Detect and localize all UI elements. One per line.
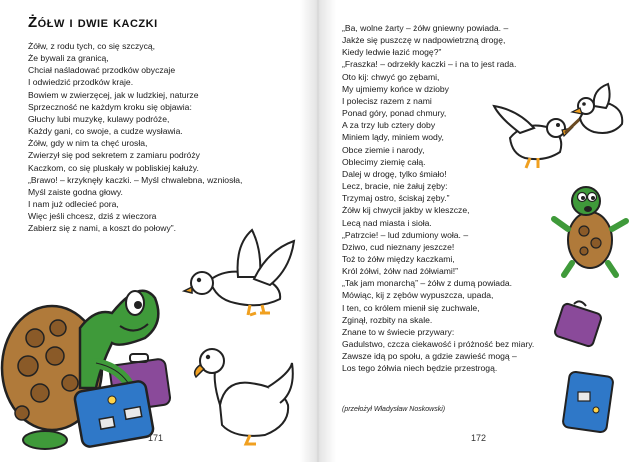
verse-line: Lecz, bracie, nie żałuj zęby:	[342, 181, 448, 192]
verse-line: Bowiem w zwierzęcej, jak w ludzkiej, naturze	[28, 89, 199, 100]
book-gutter-shadow	[300, 0, 336, 462]
verse-line: Mówiąc, kij z zębów wypuszcza, upada,	[342, 290, 494, 301]
verse-line: Myśl zaiste godna głowy.	[28, 186, 123, 197]
verse-line: „Tak jam monarchą” – żółw z dumą powiada.	[342, 278, 513, 289]
verse-line: Żółw, z rodu tych, co się szczycą,	[28, 41, 156, 51]
verse-line: Dalej w drogę, tylko śmiało!	[342, 168, 447, 179]
verse-line: Los tego żółwia niech będzie przestrogą.	[342, 363, 498, 374]
flying-duck-right	[572, 84, 622, 133]
verse-line: Żółw kij chwycił jakby w kleszcze,	[342, 205, 470, 216]
sitting-duck-illustration	[190, 345, 300, 445]
right-verse	[342, 22, 534, 375]
verse-line: Dziwo, cud nieznany jeszcze!	[342, 241, 455, 252]
turtle-with-suitcases-illustration	[0, 268, 190, 458]
verse-line: A za trzy lub cztery doby	[342, 120, 436, 131]
verse-line: My ujmiemy końce w dzioby	[342, 83, 449, 94]
verse-line: Znane to w świecie przywary:	[342, 326, 455, 337]
verse-line: Zginął, rozbity na skale.	[342, 314, 433, 325]
verse-line: Zawsze idą po społu, a gdzie zawieść mogą –	[342, 351, 517, 362]
verse-line: Jakże się puszczę w nadpowietrzną drogę,	[342, 35, 506, 46]
verse-line: I ten, co królem mienił się zuchwale,	[342, 302, 480, 313]
flying-duck-left	[494, 106, 572, 168]
ducks-carrying-stick-illustration	[490, 88, 630, 180]
verse-line: Kiedy ledwie łazić mogę?”	[342, 47, 442, 58]
right-page	[318, 0, 635, 462]
verse-line: Więc jeśli chcesz, dziś z wieczora	[28, 211, 157, 222]
verse-line: Zwierzył się pod sekretem z zamiaru podróży	[28, 150, 200, 161]
verse-line: Głuchy lubi muzykę, kulawy podróże,	[28, 113, 170, 124]
falling-turtle-illustration	[550, 185, 630, 280]
falling-suitcases-illustration	[546, 300, 626, 450]
verse-line: „Ba, wolne żarty – żółw gniewny powiada. –	[342, 23, 509, 33]
verse-line: Każdy gani, co swoje, a cudze wysławia.	[28, 126, 183, 137]
verse-line: Obce ziemie i narody,	[342, 144, 425, 155]
page-number-left: 171	[148, 433, 164, 443]
verse-line: „Patrzcie! – lud zdumiony woła. –	[342, 229, 469, 240]
verse-line: Sprzeczność ne każdym kroku się objawia:	[28, 101, 192, 112]
verse-line: Zabierz się z nami, a koszt do połowy”.	[28, 223, 177, 234]
verse-line: Kaczkom, co się pluskały w pobliskiej kałuży.	[28, 162, 199, 173]
left-verse	[28, 40, 242, 235]
verse-line: Trzymaj ostro, ściskaj zęby.”	[342, 193, 450, 204]
poem-title: Żółw i dwie kaczki	[28, 14, 158, 31]
translator-credit: (przełożył Władysław Noskowski)	[342, 406, 446, 413]
verse-line: Toż to żółw między kaczkami,	[342, 253, 455, 264]
verse-line: I odwiedzić przodków kraje.	[28, 77, 134, 88]
verse-line: „Brawo! – krzyknęły kaczki. – Myśl chwalebna, wzniosła,	[28, 174, 243, 185]
verse-line: Gadulstwo, czcza ciekawość i próżność bez miary.	[342, 339, 535, 350]
flying-duck-illustration	[190, 225, 300, 315]
verse-line: Miniem lądy, miniem wody,	[342, 132, 444, 143]
blue-suitcase	[74, 380, 155, 448]
page-number-right: 172	[471, 433, 487, 443]
verse-line: Że bywali za granicą,	[28, 53, 109, 64]
verse-line: I polecisz razem z nami	[342, 95, 432, 106]
verse-line: I nam już odlecieć pora,	[28, 199, 119, 210]
verse-line: „Fraszka! – odrzekły kaczki – i na to jest rada.	[342, 59, 517, 70]
verse-line: Oblecimy ziemię całą.	[342, 156, 426, 167]
verse-line: Ponad góry, ponad chmury,	[342, 108, 447, 119]
verse-line: Oto kij: chwyć go zębami,	[342, 71, 440, 82]
verse-line: Król żółwi, żółw nad żółwiami!”	[342, 266, 459, 277]
left-page	[0, 0, 317, 462]
verse-line: Lecą nad miasta i sioła.	[342, 217, 432, 228]
blue-suitcase-falling	[562, 371, 613, 433]
verse-line: Chciał naśladować przodków obyczaje	[28, 65, 176, 76]
verse-line: Żółw, gdy w nim ta chęć urosła,	[28, 138, 148, 149]
purple-suitcase-falling	[554, 301, 603, 347]
